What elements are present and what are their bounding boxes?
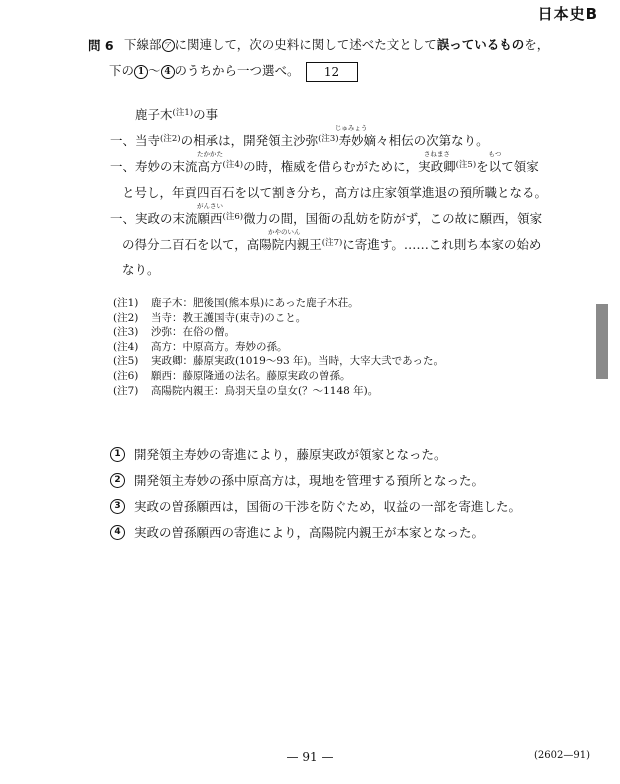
note-ref: (注2): [160, 134, 181, 144]
question-text: 下の: [109, 63, 135, 78]
footnote-label: (注6): [113, 369, 139, 382]
doc-text: 一、当寺: [110, 133, 161, 148]
choice-option[interactable]: [110, 467, 521, 493]
question-line-2: [109, 61, 358, 82]
page-edge-tab: [596, 304, 608, 379]
note-ref: (注6): [222, 212, 244, 222]
ruby-reading: じゅみょう: [334, 124, 368, 132]
ruby-word: [197, 150, 224, 175]
footnote-label: (注4): [113, 340, 139, 353]
choice-number: 2: [110, 473, 125, 488]
doc-text: 嫡々相伝の次第なり。: [363, 133, 489, 148]
doc-text: の相承は，開発領主沙弥: [180, 133, 319, 148]
footnote-text: 鹿子木：肥後国(熊本県)にあった鹿子木荘。: [151, 297, 359, 309]
answer-choices: [110, 441, 521, 545]
footnote-label: (注1): [113, 297, 139, 309]
choice-number: 4: [110, 525, 125, 540]
choice-text: 実政の曽孫願西の寄進により，高陽院内親王が本家となった。: [134, 525, 485, 540]
note-ref: (注3): [318, 134, 339, 144]
footnote-label: (注3): [113, 326, 139, 339]
document-line-3: と号し，年貢四百石を以て割き分ち，高方は庄家領掌進退の預所職となる。: [122, 185, 548, 200]
doc-text: の得分二百石を以て，: [122, 237, 247, 252]
doc-text: 願西: [197, 211, 223, 226]
footnote-text: 当寺：教王護国寺(東寺)のこと。: [151, 311, 307, 324]
answer-box[interactable]: 12: [306, 62, 358, 82]
note-ref: (注1): [172, 108, 194, 118]
document-title: [135, 105, 218, 123]
ruby-word: [246, 228, 322, 253]
footnote: [113, 324, 444, 339]
footnote: [113, 353, 444, 368]
ruby-reading: たかかた: [197, 150, 224, 158]
ruby-word: [418, 150, 456, 175]
ruby-word: [197, 202, 224, 227]
page-number: — 91 —: [286, 750, 334, 764]
question-line-1: [124, 35, 549, 53]
footnote: [113, 310, 444, 325]
doc-text: 寿: [338, 133, 352, 148]
doc-text: 実政卿: [418, 159, 456, 174]
note-ref: (注7): [321, 238, 343, 248]
doc-text: 一、実政の末流: [110, 211, 198, 226]
range-end-mark: 4: [161, 65, 175, 79]
choice-text: 実政の曽孫願西は，国衙の干渉を防ぐため，収益の一部を寄進した。: [134, 499, 522, 514]
doc-text: 以: [488, 159, 502, 174]
choice-number: 1: [110, 447, 125, 462]
question-text: のうちから一つ選べ。: [174, 63, 300, 78]
question-text: 下線部: [124, 37, 162, 52]
question-text: を，: [524, 37, 550, 52]
range-start-mark: 1: [134, 65, 148, 79]
footnote-text: 高方：中原高方。寿妙の孫。: [151, 340, 288, 353]
footnote: [113, 339, 444, 354]
ruby-word: [488, 150, 502, 175]
document-line-6: なり。: [122, 262, 160, 277]
choice-option[interactable]: [110, 493, 521, 519]
question-number: 問 6: [88, 38, 114, 53]
choice-option[interactable]: [110, 441, 521, 467]
doc-text: 妙: [351, 133, 364, 148]
footnotes: [113, 295, 444, 397]
page-code: (2602—91): [534, 750, 590, 761]
document-line-2: [110, 150, 539, 175]
document-line-1: [110, 124, 489, 149]
footnote-text: 実政卿：藤原実政(1019～93 年)。当時，大宰大弐であった。: [151, 355, 445, 368]
ruby-reading: かやのいん: [268, 228, 301, 236]
footnote-text: 高陽院内親王：鳥羽天皇の皇女(？～1148 年)。: [151, 384, 379, 397]
question-emphasis: 誤っているもの: [436, 37, 525, 52]
doc-text: を: [476, 159, 489, 174]
ruby-reading: もつ: [488, 150, 502, 158]
doc-text: 高陽院内親王: [246, 237, 322, 252]
range-separator: ～: [148, 63, 161, 78]
choice-text: 開発領主寿妙の寄進により，藤原実政が領家となった。: [134, 447, 447, 462]
choice-text: 開発領主寿妙の孫中原高方は，現地を管理する預所となった。: [134, 473, 485, 488]
doc-text: 微力の間，国衙の乱妨を防がず，この故に願西，領家: [243, 211, 543, 226]
document-line-4: [110, 202, 543, 227]
doc-text: 一、寿妙の末流: [110, 159, 198, 174]
footnote: [113, 368, 444, 383]
ruby-word: [334, 124, 368, 149]
footnote-text: 沙弥：在俗の僧。: [151, 326, 235, 339]
footnote-label: (注2): [113, 311, 139, 324]
doc-text: の時，権威を借らむがために，: [243, 159, 419, 174]
footnote-text: 願西：藤原隆通の法名。藤原実政の曽孫。: [151, 369, 351, 382]
doc-text: に寄進す。……これ則ち本家の始め: [342, 237, 542, 252]
doc-text: 高方: [197, 159, 223, 174]
ruby-reading: さねまさ: [423, 150, 450, 158]
choice-number: 3: [110, 499, 125, 514]
document-title-suffix: の事: [193, 107, 219, 122]
note-ref: (注5): [455, 160, 477, 170]
question-text: に関連して，次の史料に関して述べた文として: [174, 37, 437, 52]
subject-title: 日本史B: [537, 5, 598, 23]
doc-text: て領家: [501, 159, 539, 174]
note-ref: (注4): [222, 160, 244, 170]
footnote-label: (注5): [113, 355, 139, 368]
choice-option[interactable]: [110, 519, 521, 545]
footnote-label: (注7): [113, 384, 139, 397]
document-line-5: [122, 228, 542, 253]
document-title-text: 鹿子木: [135, 107, 173, 122]
underline-ref-mark: ア: [162, 39, 175, 52]
ruby-reading: がんさい: [197, 202, 224, 210]
footnote: [113, 295, 444, 310]
footnote: [113, 383, 444, 398]
